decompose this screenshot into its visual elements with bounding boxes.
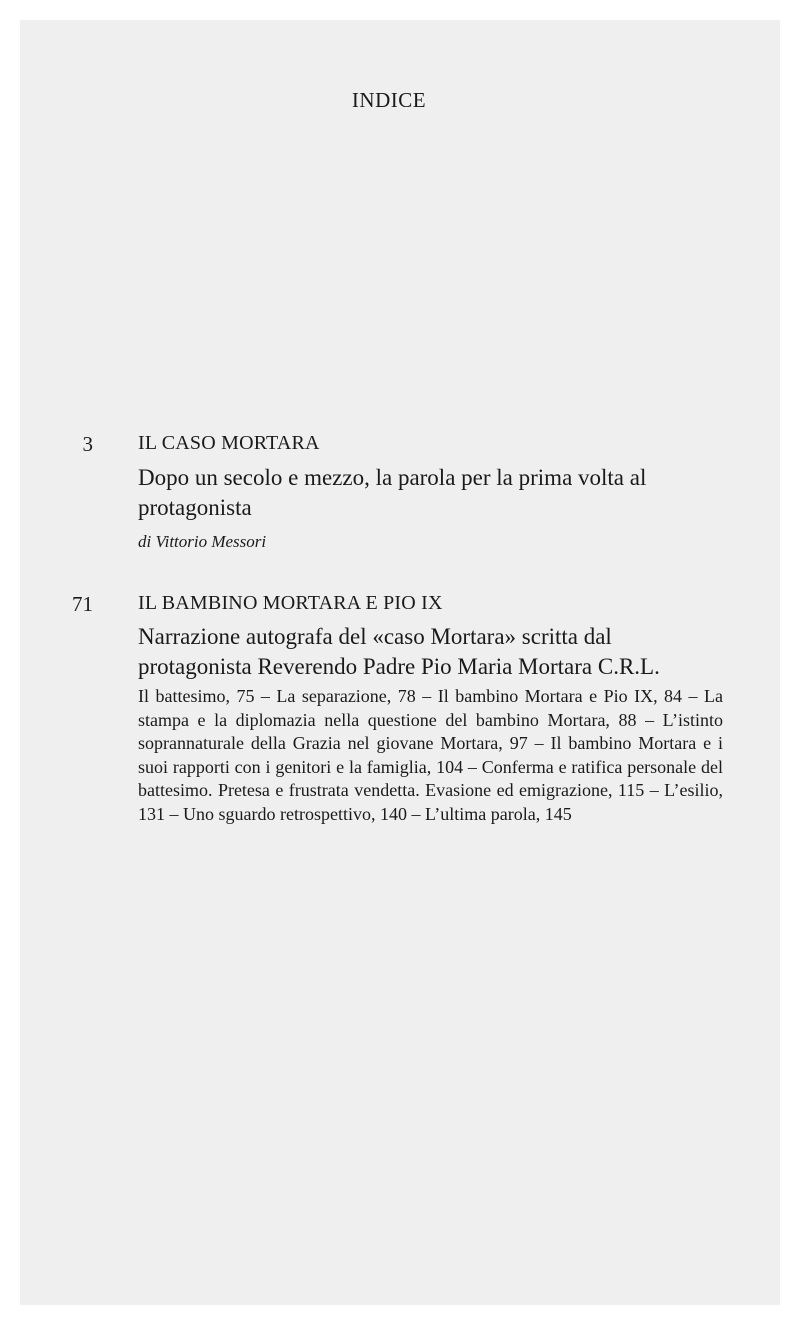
toc-entry-title: IL CASO MORTARA bbox=[138, 432, 320, 454]
toc-page-number: 71 bbox=[72, 592, 93, 616]
toc-entry-subtitle: Narrazione autografa del «caso Mortara» scritta dal protagonista Reverendo Padre Pio Maria Mortara C.R.L. bbox=[138, 624, 660, 679]
toc-entry-contents: Il battesimo, 75 – La separazione, 78 – Il bambino Mortara e Pio IX, 84 – La stampa e la diplomazia nella questione del bambino Mortara, 88 – L’istinto soprannaturale della Grazia nel giovane Mortara, 97 – Il bambino Mortara e i suoi rapporti con i genitori e la famiglia, 104 – Conferma e ratifica personale del battesimo. Pretesa e frustrata vendetta. Evasione ed emigrazione, 115 – L’esilio, 131 – Uno sguardo retrospettivo, 140 – L’ultima parola, 145 bbox=[138, 686, 723, 824]
page-title: INDICE bbox=[351, 88, 427, 112]
toc-entry-subtitle: Dopo un secolo e mezzo, la parola per la prima volta al protagonista bbox=[138, 465, 647, 520]
toc-page-number: 3 bbox=[82, 432, 93, 456]
toc-entry-author: di Vittorio Messori bbox=[138, 532, 267, 551]
toc-entry-title: IL BAMBINO MORTARA E PIO IX bbox=[138, 592, 443, 614]
